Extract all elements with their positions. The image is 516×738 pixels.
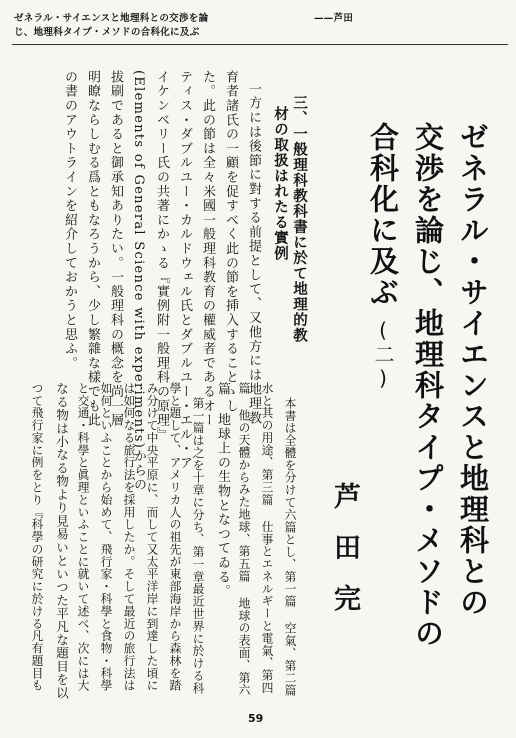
upper-body-line: た。此の節は全々米國一般理科教育の權威者であるオー xyxy=(200,70,215,428)
upper-body-line: 一方には後節に對する前提として、又他方には地理教 xyxy=(246,82,261,426)
upper-body-line: ティス・ダブルユー・カルドウェル氏とダブルユー・エル・ア xyxy=(177,70,192,471)
lower-body-line: 本書は全體を分けて六篇とし、第一篇 空氣、第二篇 xyxy=(283,397,297,697)
lower-body-line: と交通・科學と眞理といふことに就いて述べ、次には大 xyxy=(76,382,90,692)
title-line-3-text: 合科化に及ぶ xyxy=(366,122,400,308)
lower-body-line: なる物は小なる物より見易いといつた平凡な題目を以 xyxy=(54,382,69,700)
lower-body-line: み分けて中央平原に、而して又太平洋岸に到達した頃に xyxy=(145,382,159,692)
running-header-line-1: ゼネラル・サイエンスと地理科との交渉を論 xyxy=(14,13,209,24)
upper-body-line: 育者諸氏の一顧を促すべく此の節を挿入することゝし xyxy=(223,70,238,414)
running-header-line-2: じ、地理科タイプ・メソドの合科化に及ぶ xyxy=(14,27,200,38)
running-header xyxy=(14,12,354,40)
lower-body-line: 如何といふことから始めて、飛行家・科學と食物・科學 xyxy=(99,382,113,692)
page-number: 59 xyxy=(248,712,264,725)
title-line-2: 交渉を論じ、地理科タイプ・メソドの xyxy=(411,122,445,649)
title-part-number: (二) xyxy=(371,318,395,392)
title-line-3 xyxy=(366,122,400,392)
upper-body-line: イケンベリー氏の共著にかゝる『實例附一般理科の原理』 xyxy=(154,70,169,442)
section-heading-line-1: 三、一般理科教科書に於て地理的教 xyxy=(291,95,307,343)
upper-body-line: の書のアウトラインを紹介しておかうと思ふ。 xyxy=(62,70,77,371)
upper-body-line: 明瞭ならしむる爲ともなろうから、少し繁雜な樣でも此 xyxy=(85,70,100,428)
lower-body-line: 第一篇は之を十章に分ち、第一章最近世界に於ける科 xyxy=(191,397,205,695)
title-line-1: ゼネラル・サイエンスと地理科との xyxy=(456,122,490,618)
section-heading-line-2: 材の取扱はれたる實例 xyxy=(272,106,288,261)
author-name: 芦田完 xyxy=(329,482,360,635)
lower-body-line: は如何なる旅行法を採用したか。そして最近の旅行法は xyxy=(122,382,136,692)
lower-body-line: 篇 地球上の生物となつてゐる。 xyxy=(215,382,230,599)
lower-body-line: 篇 他の天體からみた地球、第五篇 地球の表面、第六 xyxy=(237,382,251,697)
lower-body-line: つて飛行家に例をとり『科學の研究に於ける凡有題目も xyxy=(30,382,44,692)
running-header-author: ——芦田 xyxy=(314,13,354,24)
upper-body-line: (Elements of General Science with experiments)からの xyxy=(131,70,146,493)
lower-body-line: 水と其の用途、第三篇 仕事とエネルギーと電氣、第四 xyxy=(260,382,274,694)
header-rule xyxy=(12,44,508,45)
upper-body-line: 拔刷であると御承知ありたい。一般理科の概念を尚一層 xyxy=(108,70,123,428)
lower-body-line: 學と題して、アメリカ人の祖先が東部海岸から森林を踏 xyxy=(168,382,182,692)
